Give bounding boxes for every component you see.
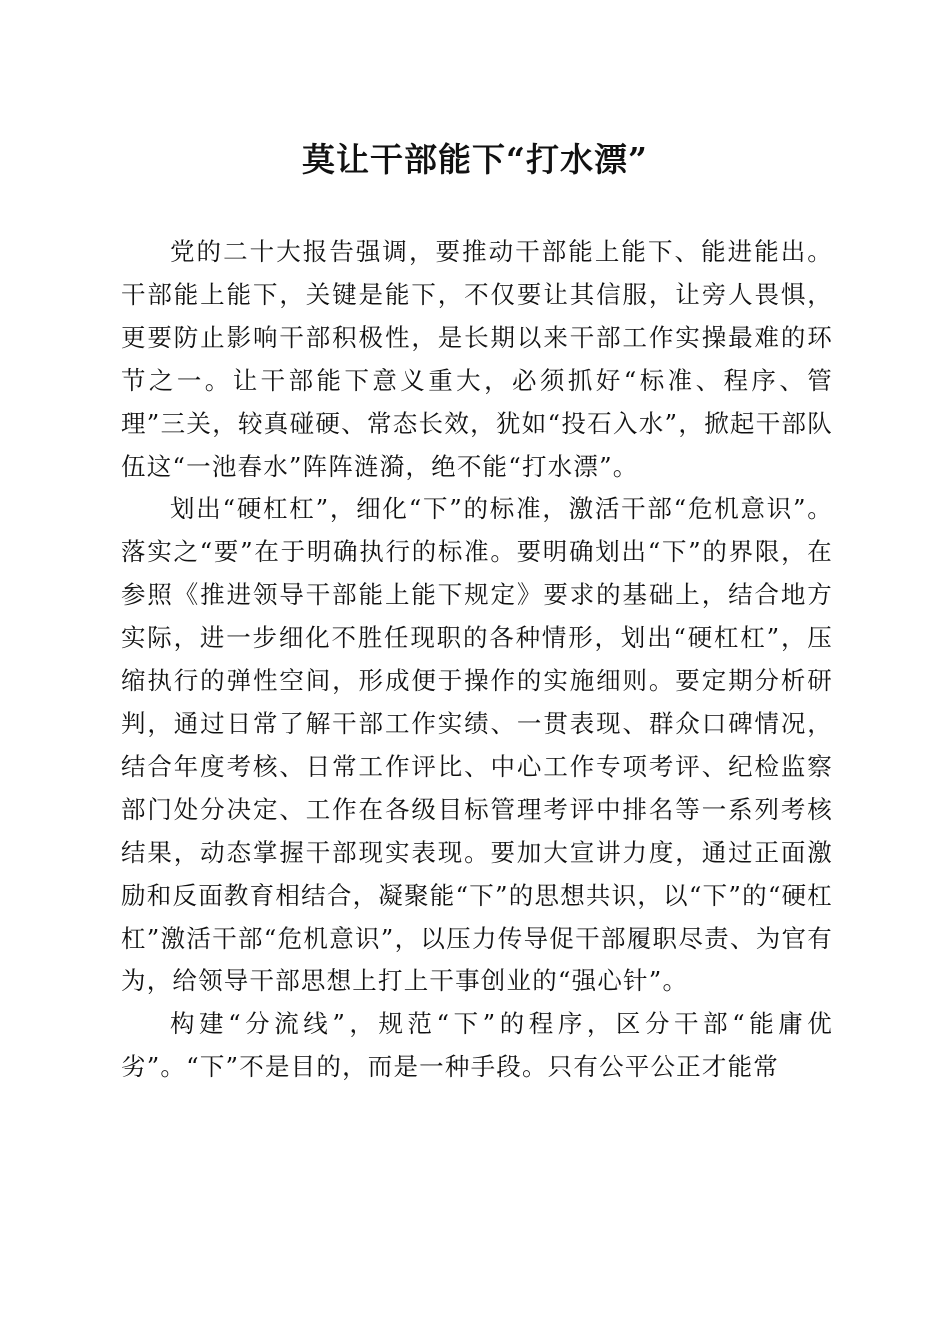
document-body bbox=[121, 231, 833, 1089]
paragraph-procedures: 构建“分流线”，规范“下”的程序，区分干部“能庸优劣”。“下”不是目的，而是一种手段。只有公平公正才能常 bbox=[121, 1009, 833, 1082]
paragraph-intro: 党的二十大报告强调，要推动干部能上能下、能进能出。干部能上能下，关键是能下，不仅要让其信服，让旁人畏惧，更要防止影响干部积极性，是长期以来干部工作实操最难的环节之一。让干部能下意义重大，必须抓好“标准、程序、管理”三关，较真碰硬、常态长效，犹如“投石入水”，掀起干部队伍这“一池春水”阵阵涟漪，绝不能“打水漂”。 bbox=[121, 237, 833, 481]
document-title: 莫让干部能下“打水漂” bbox=[302, 140, 648, 179]
paragraph-standards: 划出“硬杠杠”，细化“下”的标准，激活干部“危机意识”。落实之“要”在于明确执行的标准。要明确划出“下”的界限，在参照《推进领导干部能上能下规定》要求的基础上，结合地方实际，进一步细化不胜任现职的各种情形，划出“硬杠杠”，压缩执行的弹性空间，形成便于操作的实施细则。要定期分析研判，通过日常了解干部工作实绩、一贯表现、群众口碑情况，结合年度考核、日常工作评比、中心工作专项考评、纪检监察部门处分决定、工作在各级目标管理考评中排名等一系列考核结果，动态掌握干部现实表现。要加大宣讲力度，通过正面激励和反面教育相结合，凝聚能“下”的思想共识，以“下”的“硬杠杠”激活干部“危机意识”，以压力传导促干部履职尽责、为官有为，给领导干部思想上打上干事创业的“强心针”。 bbox=[121, 494, 833, 996]
